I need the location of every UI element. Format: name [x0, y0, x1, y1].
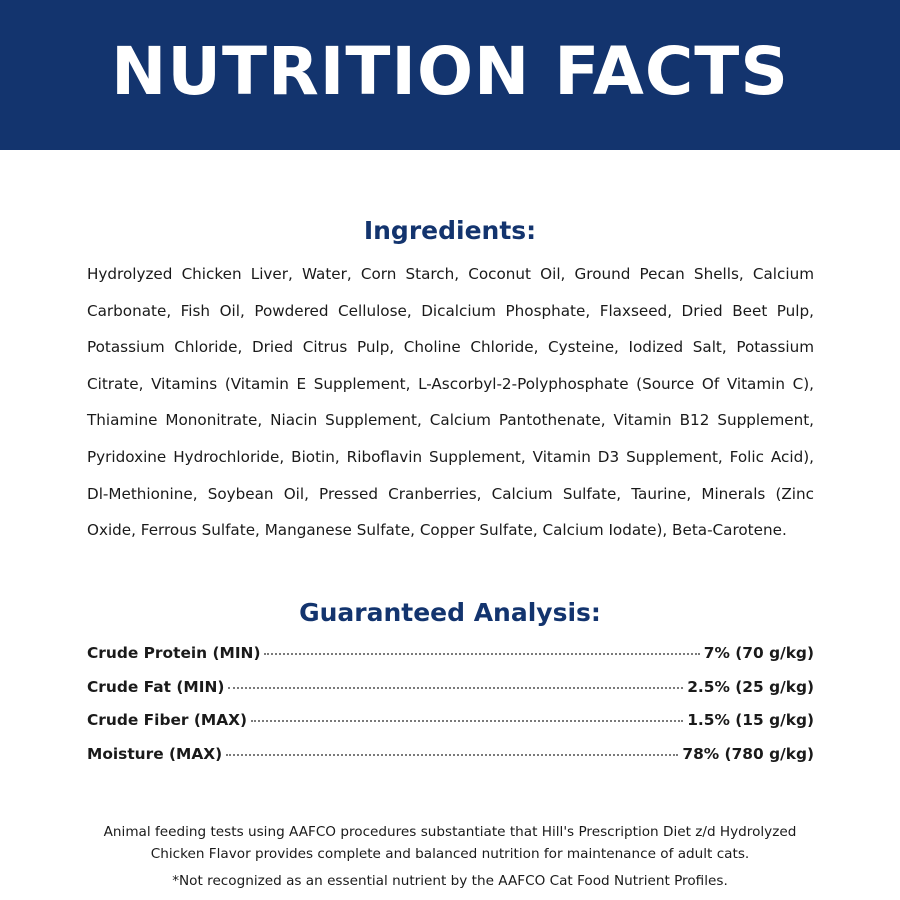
analysis-row-crude-fat: [87, 678, 814, 712]
analysis-value: 7% (70 g/kg): [703, 644, 814, 662]
dotted-leader: [226, 754, 678, 756]
guaranteed-analysis-table: [87, 644, 814, 779]
page-title: NUTRITION FACTS: [111, 32, 789, 110]
dotted-leader: [264, 653, 699, 655]
ingredients-text: Hydrolyzed Chicken Liver, Water, Corn Starch, Coconut Oil, Ground Pecan Shells, Calcium Carbonate, Fish Oil, Powdered Cellulose, Dicalcium Phosphate, Flaxseed, Dried Beet Pulp, Potassium Chloride, Dried Citrus Pulp, Choline Chloride, Cysteine, Iodized Salt, Potassium Citrate, Vitamins (Vitamin E Supplement, L-Ascorbyl-2-Polyphosphate (Source Of Vitamin C), Thiamine Mononitrate, Niacin Supplement, Calcium Pantothenate, Vitamin B12 Supplement, Pyridoxine Hydrochloride, Biotin, Riboflavin Supplement, Vitamin D3 Supplement, Folic Acid), Dl-Methionine, Soybean Oil, Pressed Cranberries, Calcium Sulfate, Taurine, Minerals (Zinc Oxide, Ferrous Sulfate, Manganese Sulfate, Copper Sulfate, Calcium Iodate), Beta-Carotene.: [87, 265, 814, 540]
guaranteed-analysis-heading: Guaranteed Analysis:: [299, 598, 601, 627]
analysis-row-moisture: [87, 745, 814, 779]
analysis-row-crude-protein: [87, 644, 814, 678]
aafco-statement: Animal feeding tests using AAFCO procedures substantiate that Hill's Prescription Diet z/d Hydrolyzed Chicken Flavor provides complete and balanced nutrition for maintenance of adult cats.: [103, 824, 797, 862]
dotted-leader: [251, 720, 683, 722]
analysis-value: 78% (780 g/kg): [682, 745, 814, 764]
analysis-label: Crude Fiber (MAX): [87, 711, 248, 730]
analysis-value: 1.5% (15 g/kg): [687, 711, 814, 730]
analysis-row-crude-fiber: [87, 711, 814, 745]
analysis-label: Crude Protein (MIN): [87, 644, 261, 662]
analysis-value: 2.5% (25 g/kg): [687, 677, 814, 696]
header-banner: [0, 0, 900, 150]
analysis-label: Crude Fat (MIN): [87, 677, 225, 696]
dotted-leader: [228, 687, 683, 689]
analysis-label: Moisture (MAX): [87, 745, 223, 764]
ingredients-heading: Ingredients:: [363, 216, 537, 245]
asterisk-footnote: *Not recognized as an essential nutrient by the AAFCO Cat Food Nutrient Profiles.: [172, 873, 728, 889]
